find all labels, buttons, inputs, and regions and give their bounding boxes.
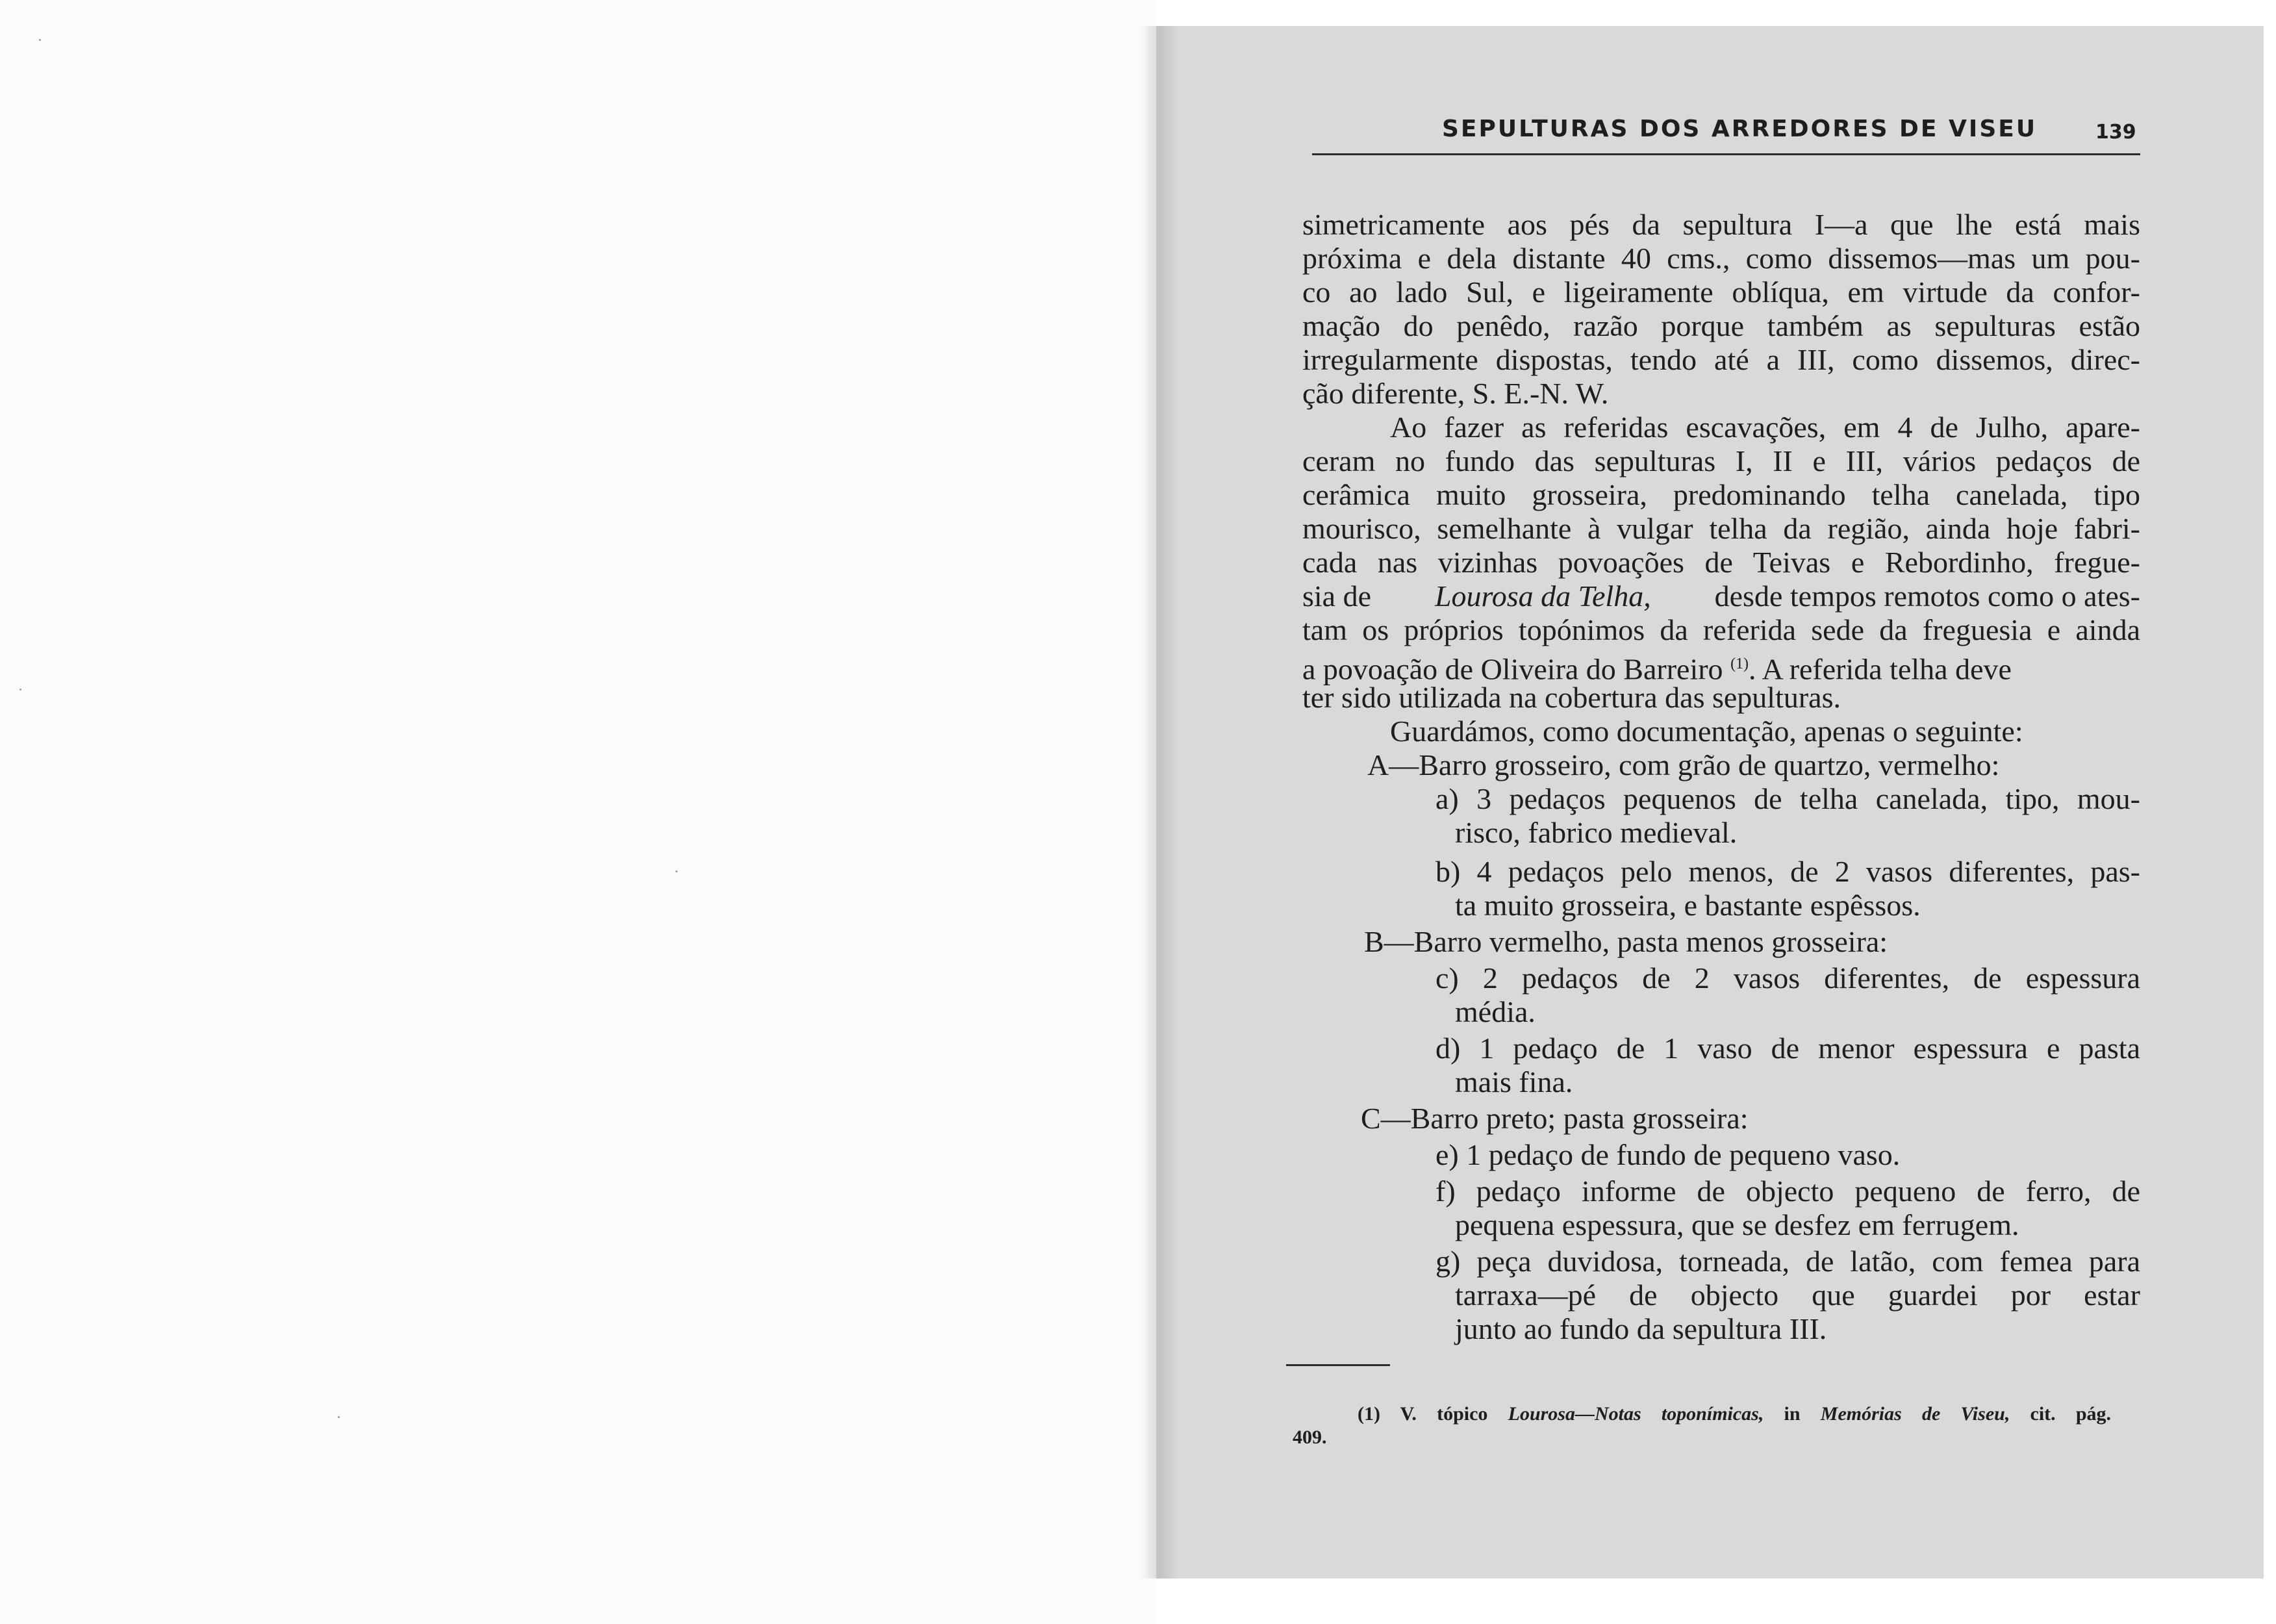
list-item: ta muito grosseira, e bastante espêssos. — [1455, 889, 1921, 922]
footnote-title: Lourosa—Notas toponímicas, — [1508, 1403, 1764, 1425]
list-item: junto ao fundo da sepultura III. — [1455, 1312, 1827, 1345]
body-line: próxima e dela distante 40 cms., como dissemos—mas um pou- — [1302, 242, 2140, 275]
paper-speck — [39, 39, 41, 41]
list-item: tarraxa—pé de objecto que guardei por estar — [1455, 1278, 2140, 1312]
list-item: g) peça duvidosa, torneada, de latão, com femea para — [1435, 1245, 2140, 1278]
footnote-text: cit. pág. — [2030, 1403, 2112, 1425]
footnote-title: Memórias de Viseu, — [1820, 1403, 2010, 1425]
body-line: simetricamente aos pés da sepultura I—a que lhe está mais — [1302, 208, 2140, 241]
list-item: a) 3 pedaços pequenos de telha canelada, tipo, mou- — [1435, 782, 2140, 815]
body-line: mourisco, semelhante à vulgar telha da região, ainda hoje fabri- — [1302, 512, 2140, 545]
body-line-mixed — [1302, 579, 2140, 613]
body-line: tam os próprios topónimos da referida sede da freguesia e ainda — [1302, 613, 2140, 646]
footnote-ref: (1) — [1730, 655, 1749, 672]
list-item: d) 1 pedaço de 1 vaso de menor espessura e pasta — [1435, 1032, 2140, 1065]
list-item: c) 2 pedaços de 2 vasos diferentes, de espessura — [1435, 961, 2140, 995]
body-line: Guardámos, como documentação, apenas o seguinte: — [1390, 715, 2023, 748]
body-line: ceram no fundo das sepulturas I, II e III, vários pedaços de — [1302, 444, 2140, 477]
section-heading-c: C—Barro preto; pasta grosseira: — [1361, 1102, 1749, 1135]
footnote-text: V. tópico — [1400, 1403, 1488, 1425]
paper-speck — [338, 1416, 340, 1418]
section-heading-b: B—Barro vermelho, pasta menos grosseira: — [1364, 925, 1888, 958]
list-item: e) 1 pedaço de fundo de pequeno vaso. — [1435, 1138, 1901, 1171]
italic-place-name: Lourosa da Telha, — [1434, 579, 1651, 613]
footnote — [1358, 1403, 2111, 1425]
section-heading-a: A—Barro grosseiro, com grão de quartzo, vermelho: — [1367, 748, 2000, 781]
list-item: risco, fabrico medieval. — [1455, 816, 1738, 849]
page-number: 139 — [2095, 121, 2136, 144]
gutter-shadow — [1140, 26, 1179, 1579]
body-line: irregularmente dispostas, tendo até a III, como dissemos, direc- — [1302, 343, 2140, 376]
list-item: b) 4 pedaços pelo menos, de 2 vasos diferentes, pas- — [1435, 855, 2140, 888]
list-item: f) pedaço informe de objecto pequeno de ferro, de — [1435, 1174, 2140, 1208]
footnote-page-ref: 409. — [1293, 1427, 1327, 1448]
body-text: a povoação de Oliveira do Barreiro — [1302, 652, 1723, 686]
footnote-rule — [1286, 1364, 1390, 1366]
running-title: SEPULTURAS DOS ARREDORES DE VISEU — [1442, 116, 2038, 142]
body-line: mação do penêdo, razão porque também as sepulturas estão — [1302, 309, 2140, 342]
body-line: co ao lado Sul, e ligeiramente oblíqua, em virtude da confor- — [1302, 275, 2140, 309]
body-line: cada nas vizinhas povoações de Teivas e Rebordinho, fregue- — [1302, 546, 2140, 579]
body-line: ter sido utilizada na cobertura das sepulturas. — [1302, 681, 1841, 714]
body-line: Ao fazer as referidas escavações, em 4 de Julho, apare- — [1390, 411, 2140, 444]
list-item: média. — [1455, 995, 1536, 1028]
footnote-text: in — [1784, 1403, 1801, 1425]
body-text: sia de — [1302, 579, 1372, 613]
paper-speck — [19, 689, 21, 691]
body-line: ção diferente, S. E.-N. W. — [1302, 377, 1609, 410]
list-item: pequena espessura, que se desfez em ferrugem. — [1455, 1208, 2019, 1241]
footnote-marker: (1) — [1358, 1403, 1380, 1425]
header-rule — [1312, 153, 2140, 155]
paper-speck — [676, 870, 677, 872]
body-text: desde tempos remotos como o ates- — [1714, 579, 2140, 613]
body-line: cerâmica muito grosseira, predominando telha canelada, tipo — [1302, 478, 2140, 511]
list-item: mais fina. — [1455, 1065, 1573, 1098]
body-text: . A referida telha deve — [1749, 652, 2012, 686]
